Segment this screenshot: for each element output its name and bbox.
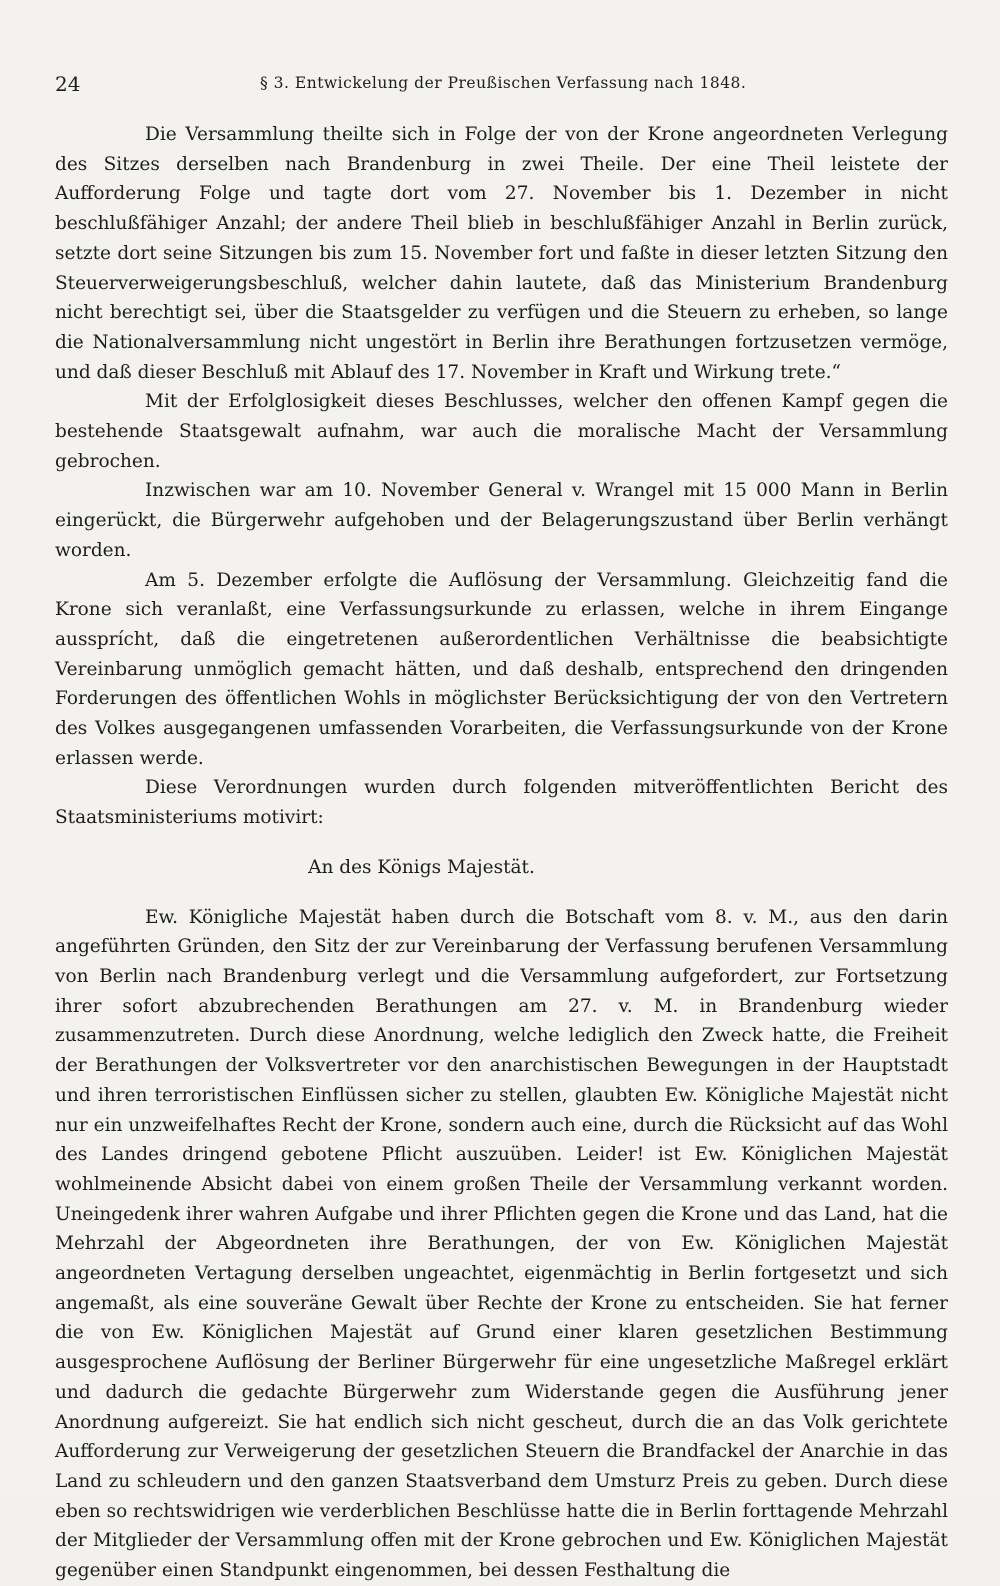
page-body	[55, 120, 948, 1586]
paragraph-failure: Mit der Erfolglosigkeit dieses Beschlusses, welcher den offenen Kampf gegen die bestehende Staatsgewalt aufnahm, war auch die moralische Macht der Versammlung gebrochen.	[55, 391, 948, 472]
paragraph-assembly-split: Die Versammlung theilte sich in Folge der von der Krone angeordneten Verlegung des Sitzes derselben nach Brandenburg in zwei Theile. Der eine Theil leistete der Aufforderung Folge und tagte dort vom 27. November bis 1. Dezember in nicht beschlußfähiger Anzahl; der andere Theil blieb in beschlußfähiger Anzahl in Berlin zurück, setzte dort seine Sitzungen bis zum 15. November fort und faßte in dieser letzten Sitzung den Steuerverweigerungsbeschluß, welcher dahin lautete, daß das Ministerium Brandenburg nicht berechtigt sei, über die Staatsgelder zu verfügen und die Steuern zu erheben, so lange die Nationalversammlung nicht ungestört in Berlin ihre Berathungen fortzusetzen vermöge, und daß dieser Beschluß mit Ablauf des 17. November in Kraft und Wirkung trete.“	[55, 124, 948, 383]
report-heading: An des Königs Majestät.	[308, 856, 535, 878]
paragraph-dissolution: Am 5. Dezember erfolgte die Auflösung der Versammlung. Gleichzeitig fand die Krone sich veranlaßt, eine Verfassungsurkunde zu erlassen, welche in ihrem Eingange aussprícht, daß die eingetretenen außerordentlichen Verhältnisse die beabsichtigte Vereinbarung unmöglich gemacht hätten, und daß deshalb, entsprechend den dringenden Forderungen des öffentlichen Wohls in möglichster Berücksichtigung der von den Vertretern des Volkes ausgegangenen umfassenden Vorarbeiten, die Verfassungsurkunde von der Krone erlassen werde.	[55, 569, 948, 769]
paragraph-ordinances: Diese Verordnungen wurden durch folgenden mitveröffentlichten Bericht des Staatsministeriums motivirt:	[55, 777, 948, 829]
page-number: 24	[55, 72, 81, 96]
paragraph-report: Ew. Königliche Majestät haben durch die Botschaft vom 8. v. M., aus den darin angeführten Gründen, den Sitz der zur Vereinbarung der Verfassung berufenen Versammlung von Berlin nach Brandenburg verlegt und die Versammlung aufgefordert, zur Fortsetzung ihrer sofort abzubrechenden Berathungen am 27. v. M. in Brandenburg wieder zusammenzutreten. Durch diese Anordnung, welche lediglich den Zweck hatte, die Freiheit der Berathungen der Volksvertreter vor den anarchistischen Bewegungen in der Hauptstadt und ihren terroristischen Einflüssen sicher zu stellen, glaubten Ew. Königliche Majestät nicht nur ein unzweifelhaftes Recht der Krone, sondern auch eine, durch die Rücksicht auf das Wohl des Landes dringend gebotene Pflicht auszuüben. Leider! ist Ew. Königlichen Majestät wohlmeinende Absicht dabei von einem großen Theile der Versammlung verkannt worden. Uneingedenk ihrer wahren Aufgabe und ihrer Pflichten gegen die Krone und das Land, hat die Mehrzahl der Abgeordneten ihre Berathungen, der von Ew. Königlichen Majestät angeordneten Vertagung derselben ungeachtet, eigenmächtig in Berlin fortgesetzt und sich angemaßt, als eine souveräne Gewalt über Rechte der Krone zu entscheiden. Sie hat ferner die von Ew. Königlichen Majestät auf Grund einer klaren gesetzlichen Bestimmung ausgesprochene Auflösung der Berliner Bürgerwehr für eine ungesetzliche Maßregel erklärt und dadurch die gedachte Bürgerwehr zum Widerstande gegen die Ausführung jener Anordnung aufgereizt. Sie hat endlich sich nicht gescheut, durch die an das Volk gerichtete Aufforderung zur Verweigerung der gesetzlichen Steuern die Brandfackel der Anarchie in das Land zu schleudern und den ganzen Staatsverband dem Umsturz Preis zu geben. Durch diese eben so rechtswidrigen wie verderblichen Beschlüsse hatte die in Berlin forttagende Mehrzahl der Mitglieder der Versammlung offen mit der Krone gebrochen und Ew. Königlichen Majestät gegenüber einen Standpunkt eingenommen, bei dessen Festhaltung die	[55, 906, 948, 1582]
paragraph-wrangel: Inzwischen war am 10. November General v. Wrangel mit 15 000 Mann in Berlin eingerückt, die Bürgerwehr aufgehoben und der Belagerungszustand über Berlin verhängt worden.	[55, 480, 948, 561]
running-head: § 3. Entwickelung der Preußischen Verfassung nach 1848.	[260, 74, 747, 92]
page-header	[55, 72, 945, 102]
